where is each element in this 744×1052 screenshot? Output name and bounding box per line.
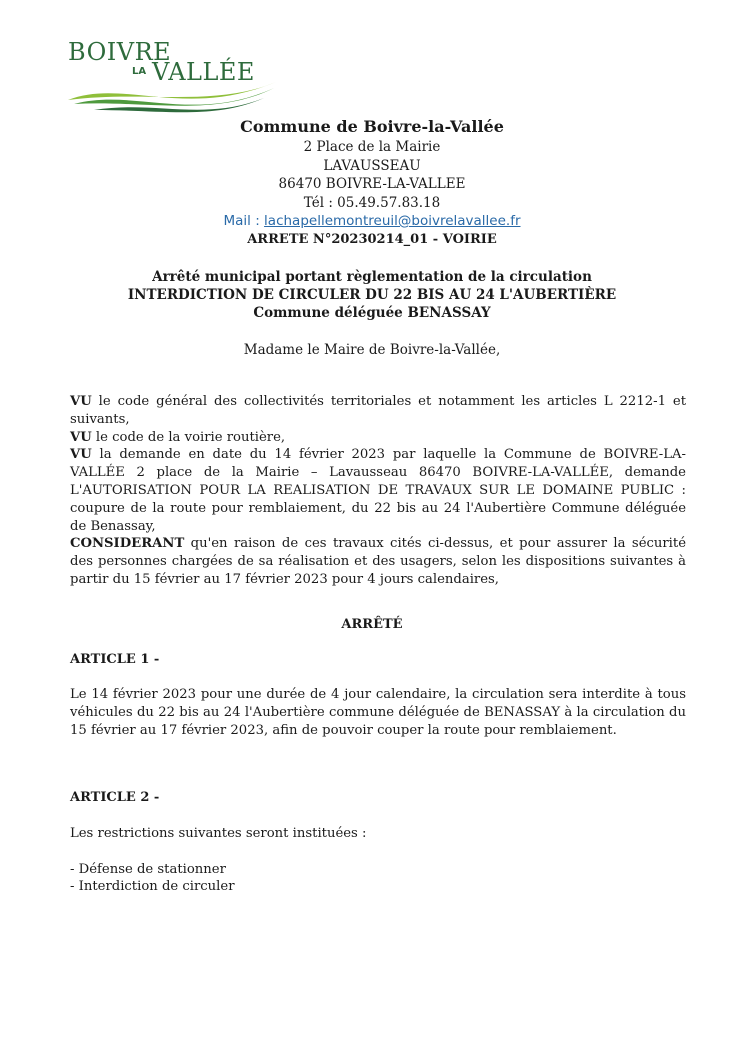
restriction-item: - Défense de stationner [70,861,226,877]
commune-logo [64,38,278,120]
document-header [0,116,744,249]
address-line-2: LAVAUSSEAU [323,157,421,174]
title-line-1: Arrêté municipal portant règlementation de la circulation [152,269,592,285]
address-line-1: 2 Place de la Mairie [303,139,441,155]
visa-keyword: VU [70,394,92,409]
logo-text-boivre: BOIVRE [68,38,172,66]
document-title [0,268,744,322]
arrete-number: ARRETE N°20230214_01 - VOIRIE [247,231,497,247]
visa-text: la demande en date du 14 février 2023 par laquelle la Commune de BOIVRE-LA-VALLÉE 2 place de la Mairie – Lavausseau 86470 BOIVRE-LA-VALLÉE, demande L'AUTORISATION POUR LA REALISATION DE TRAVAUX SUR LE DOMAINE PUBLIC : coupure de la route pour remblaiement, du 22 bis au 24 l'Aubertière Commune déléguée de Benassay, [70,447,686,534]
article-2-body [70,825,686,896]
arrete-heading: ARRÊTÉ [341,617,403,632]
logo-text-vallee: VALLÉE [152,58,255,86]
visa-text: le code de la voirie routière, [91,429,286,445]
considerant-paragraph [70,535,686,588]
mail-line [0,212,744,231]
article-2-intro: Les restrictions suivantes seront instituées : [70,826,367,841]
title-line-2: INTERDICTION DE CIRCULER DU 22 BIS AU 24 L'AUBERTIÈRE [127,287,617,303]
visa-text: le code général des collectivités territoriales et notamment les articles L 2212-1 et suivants, [70,394,686,427]
visa-paragraph [70,446,686,535]
phone-number: Tél : 05.49.57.83.18 [303,194,441,211]
visa-paragraph [70,393,686,429]
visa-keyword: VU [70,429,92,445]
considerant-keyword: CONSIDERANT [70,536,185,552]
salutation: Madame le Maire de Boivre-la-Vallée, [243,342,501,358]
title-line-3: Commune déléguée BENASSAY [253,305,491,321]
mail-label: Mail : [223,213,265,229]
address-line-3: 86470 BOIVRE-LA-VALLEE [278,176,466,192]
article-1-heading: ARTICLE 1 - [70,652,160,667]
logo-text-la: LA [132,66,147,77]
article-1-text: Le 14 février 2023 pour une durée de 4 jour calendaire, la circulation sera interdite à tous véhicules du 22 bis au 24 l'Aubertière commune déléguée de BENASSAY à la circulation du 15 février au 17 février 2023, afin de pouvoir couper la route pour remblaiement. [70,687,686,738]
considerant-text: qu'en raison de ces travaux cités ci-dessus, et pour assurer la sécurité des personnes chargées de sa réalisation et des usagers, selon les dispositions suivantes à partir du 15 février au 17 février 2023 pour 4 jours calendaires, [70,536,686,587]
commune-name: Commune de Boivre-la-Vallée [240,117,504,136]
article-2-heading: ARTICLE 2 - [70,790,160,805]
visa-keyword: VU [70,447,92,463]
restriction-item: - Interdiction de circuler [70,879,235,895]
visa-paragraph [70,429,686,447]
visas-section [70,393,686,589]
spacer [70,843,686,861]
mail-link[interactable]: lachapellemontreuil@boivrelavallee.fr [264,213,521,229]
